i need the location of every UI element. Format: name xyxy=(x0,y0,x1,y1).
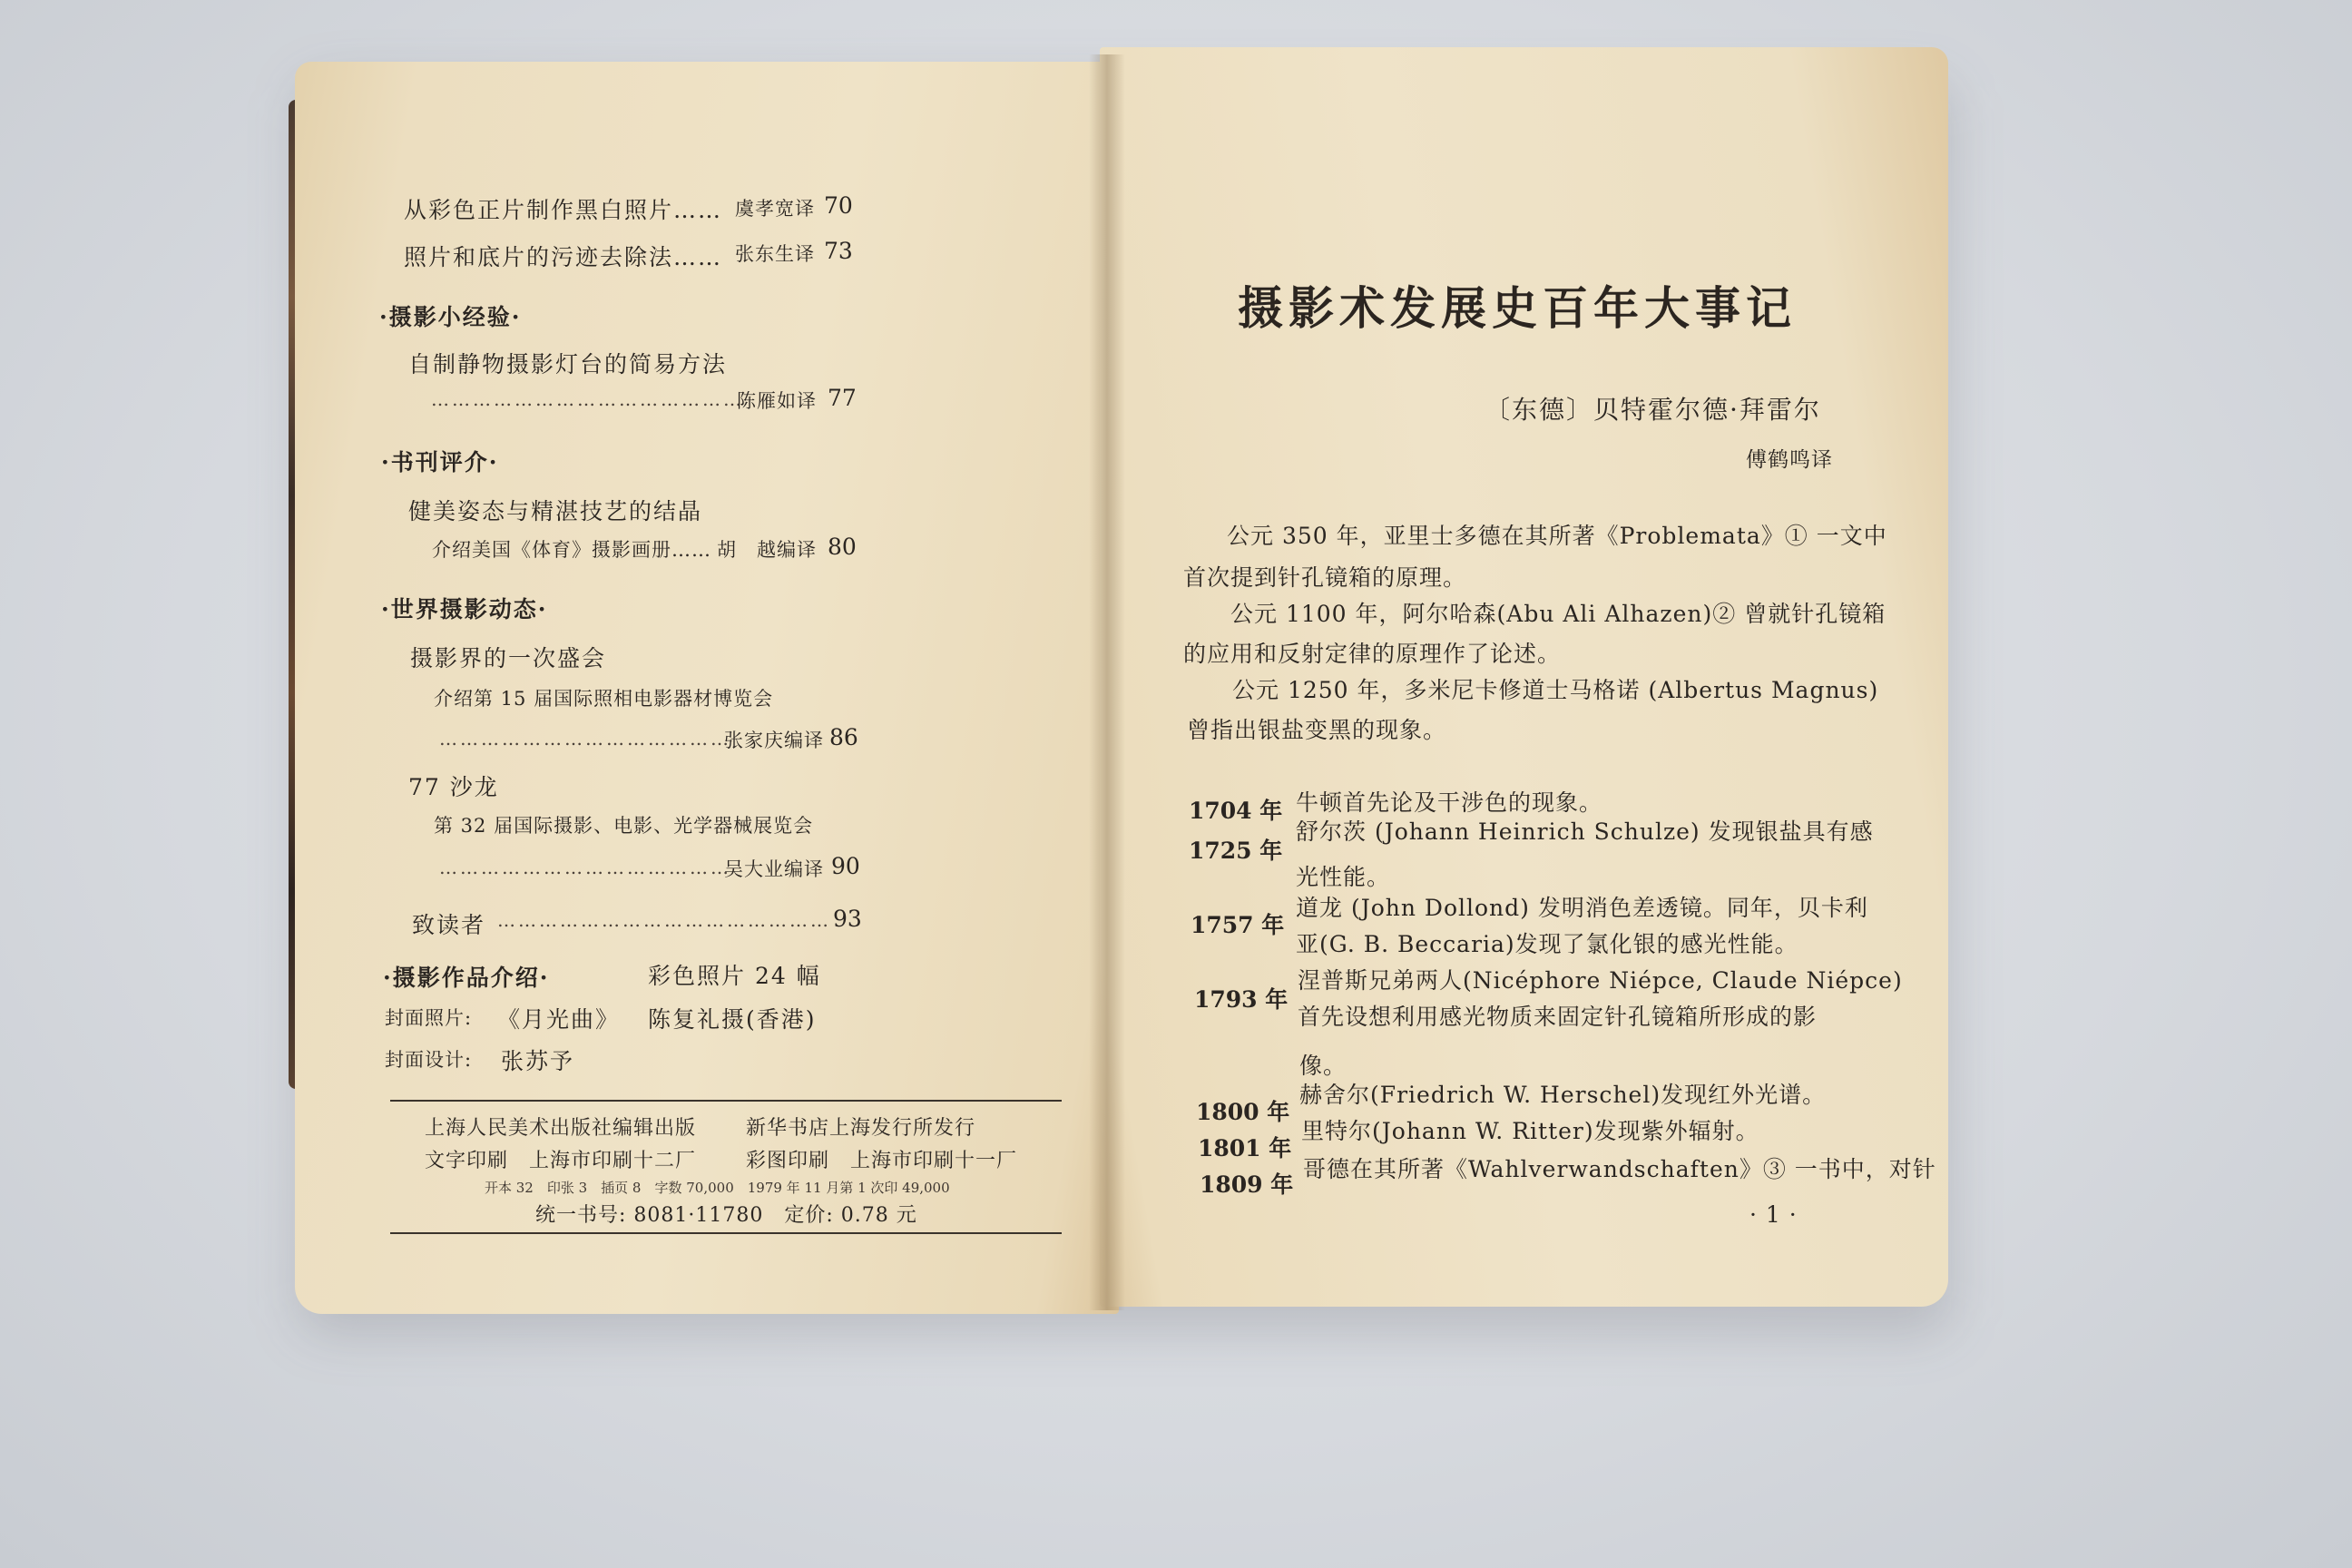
book-gutter xyxy=(1089,54,1125,1310)
world-item1-subtitle: 介绍第 15 届国际照相电影器材博览会 xyxy=(434,688,774,710)
section-works: ·摄影作品介绍· xyxy=(383,965,550,991)
review-title: 健美姿态与精湛技艺的结晶 xyxy=(408,498,703,524)
imprint-line1a: 上海人民美术出版社编辑出版 xyxy=(425,1117,697,1140)
event-1725-text-2: 光性能。 xyxy=(1296,864,1391,890)
world-item1-page: 86 xyxy=(829,724,858,750)
toc-entry-2-page: 73 xyxy=(824,238,853,264)
event-1725-text-1: 舒尔茨 (Johann Heinrich Schulze) 发现银盐具有感 xyxy=(1296,818,1874,845)
imprint-line2a: 文字印刷 上海市印刷十二厂 xyxy=(425,1150,697,1172)
event-1800-year: 1800 年 xyxy=(1196,1099,1290,1125)
cover-design-label: 封面设计: xyxy=(385,1049,473,1071)
experience-author: 陈雁如译 xyxy=(737,390,817,412)
para-3-line-1: 公元 1250 年，多米尼卡修道士马格诺 (Albertus Magnus) xyxy=(1232,677,1879,703)
toc-entry-2-title: 照片和底片的污迹去除法…… xyxy=(404,244,723,270)
world-item1-title: 摄影界的一次盛会 xyxy=(410,645,607,671)
para-2-line-1: 公元 1100 年，阿尔哈森(Abu Ali Alhazen)② 曾就针孔镜箱 xyxy=(1230,601,1886,627)
imprint-top-rule xyxy=(390,1100,1062,1102)
event-1801-year: 1801 年 xyxy=(1198,1135,1292,1161)
toc-entry-2-author: 张东生译 xyxy=(735,243,815,265)
event-1704-year: 1704 年 xyxy=(1189,798,1283,824)
event-1793-year: 1793 年 xyxy=(1194,986,1289,1013)
review-author: 胡 越编译 xyxy=(717,539,817,561)
experience-dots: ……………………………………… xyxy=(431,388,744,410)
event-1793-text-2: 首先设想利用感光物质来固定针孔镜箱所形成的影 xyxy=(1298,1004,1818,1030)
reader-dots: ………………………………………… xyxy=(497,909,831,931)
imprint-line3: 开本 32 印张 3 插页 8 字数 70,000 1979 年 11 月第 1 次印 49,000 xyxy=(485,1180,950,1196)
world-item2-author: 吴大业编译 xyxy=(724,858,824,880)
article-author: 〔东德〕贝特霍尔德·拜雷尔 xyxy=(1485,395,1821,425)
toc-entry-1-page: 70 xyxy=(824,192,853,219)
para-3-line-2: 曾指出银盐变黑的现象。 xyxy=(1187,717,1447,743)
event-1757-text-1: 道龙 (John Dollond) 发明消色差透镜。同年，贝卡利 xyxy=(1296,895,1868,921)
world-item2-page: 90 xyxy=(831,853,860,879)
para-1-line-2: 首次提到针孔镜箱的原理。 xyxy=(1183,564,1467,591)
cover-photo-author: 陈复礼摄(香港) xyxy=(648,1006,817,1033)
event-1757-text-2: 亚(G. B. Beccaria)发现了氯化银的感光性能。 xyxy=(1296,931,1798,957)
imprint-bottom-rule xyxy=(390,1232,1062,1234)
experience-page: 77 xyxy=(828,385,857,411)
world-item2-subtitle: 第 32 届国际摄影、电影、光学器械展览会 xyxy=(434,815,814,837)
event-1809-text: 哥德在其所著《Wahlverwandschaften》③ 一书中，对针 xyxy=(1303,1156,1936,1182)
event-1757-year: 1757 年 xyxy=(1191,912,1285,938)
review-subtitle: 介绍美国《体育》摄影画册…… xyxy=(432,539,711,561)
review-page: 80 xyxy=(828,534,857,560)
imprint-line2b: 彩图印刷 上海市印刷十一厂 xyxy=(746,1150,1018,1172)
section-world: ·世界摄影动态· xyxy=(381,596,548,622)
cover-photo-label: 封面照片: xyxy=(385,1007,473,1029)
event-1725-year: 1725 年 xyxy=(1189,838,1283,864)
event-1809-year: 1809 年 xyxy=(1200,1171,1294,1198)
reader-page: 93 xyxy=(833,906,862,932)
article-title: 摄影术发展史百年大事记 xyxy=(1238,281,1797,335)
para-1-line-1: 公元 350 年，亚里士多德在其所著《Problemata》① 一文中 xyxy=(1227,523,1887,549)
section-experience: ·摄影小经验· xyxy=(379,304,522,330)
cover-design-name: 张苏予 xyxy=(501,1048,575,1074)
world-item2-dots: …………………………………… xyxy=(439,857,731,878)
article-translator: 傅鹤鸣译 xyxy=(1746,448,1833,472)
event-1801-text: 里特尔(Johann W. Ritter)发现紫外辐射。 xyxy=(1301,1118,1759,1144)
event-1704-text: 牛顿首先论及干涉色的现象。 xyxy=(1296,789,1603,816)
toc-entry-1-author: 虞孝宽译 xyxy=(735,198,815,220)
imprint-line4: 统一书号: 8081·11780 定价: 0.78 元 xyxy=(535,1204,917,1227)
world-item2-title: 77 沙龙 xyxy=(408,774,499,800)
world-item1-author: 张家庆编译 xyxy=(724,730,824,751)
cover-photo-title: 《月光曲》 xyxy=(497,1006,621,1033)
imprint-line1b: 新华书店上海发行所发行 xyxy=(746,1117,976,1140)
reader-title: 致读者 xyxy=(412,912,486,938)
experience-title: 自制静物摄影灯台的简易方法 xyxy=(408,351,728,377)
section-review: ·书刊评介· xyxy=(381,449,499,475)
world-item1-dots: …………………………………… xyxy=(439,728,731,750)
event-1793-text-3: 像。 xyxy=(1299,1053,1348,1079)
page-number: · 1 · xyxy=(1749,1201,1798,1228)
event-1800-text: 赫舍尔(Friedrich W. Herschel)发现红外光谱。 xyxy=(1299,1082,1827,1108)
event-1793-text-1: 涅普斯兄弟两人(Nicéphore Niépce, Claude Niépce) xyxy=(1298,967,1903,994)
para-2-line-2: 的应用和反射定律的原理作了论述。 xyxy=(1183,641,1562,667)
works-note: 彩色照片 24 幅 xyxy=(648,963,821,989)
toc-entry-1-title: 从彩色正片制作黑白照片…… xyxy=(404,197,723,223)
